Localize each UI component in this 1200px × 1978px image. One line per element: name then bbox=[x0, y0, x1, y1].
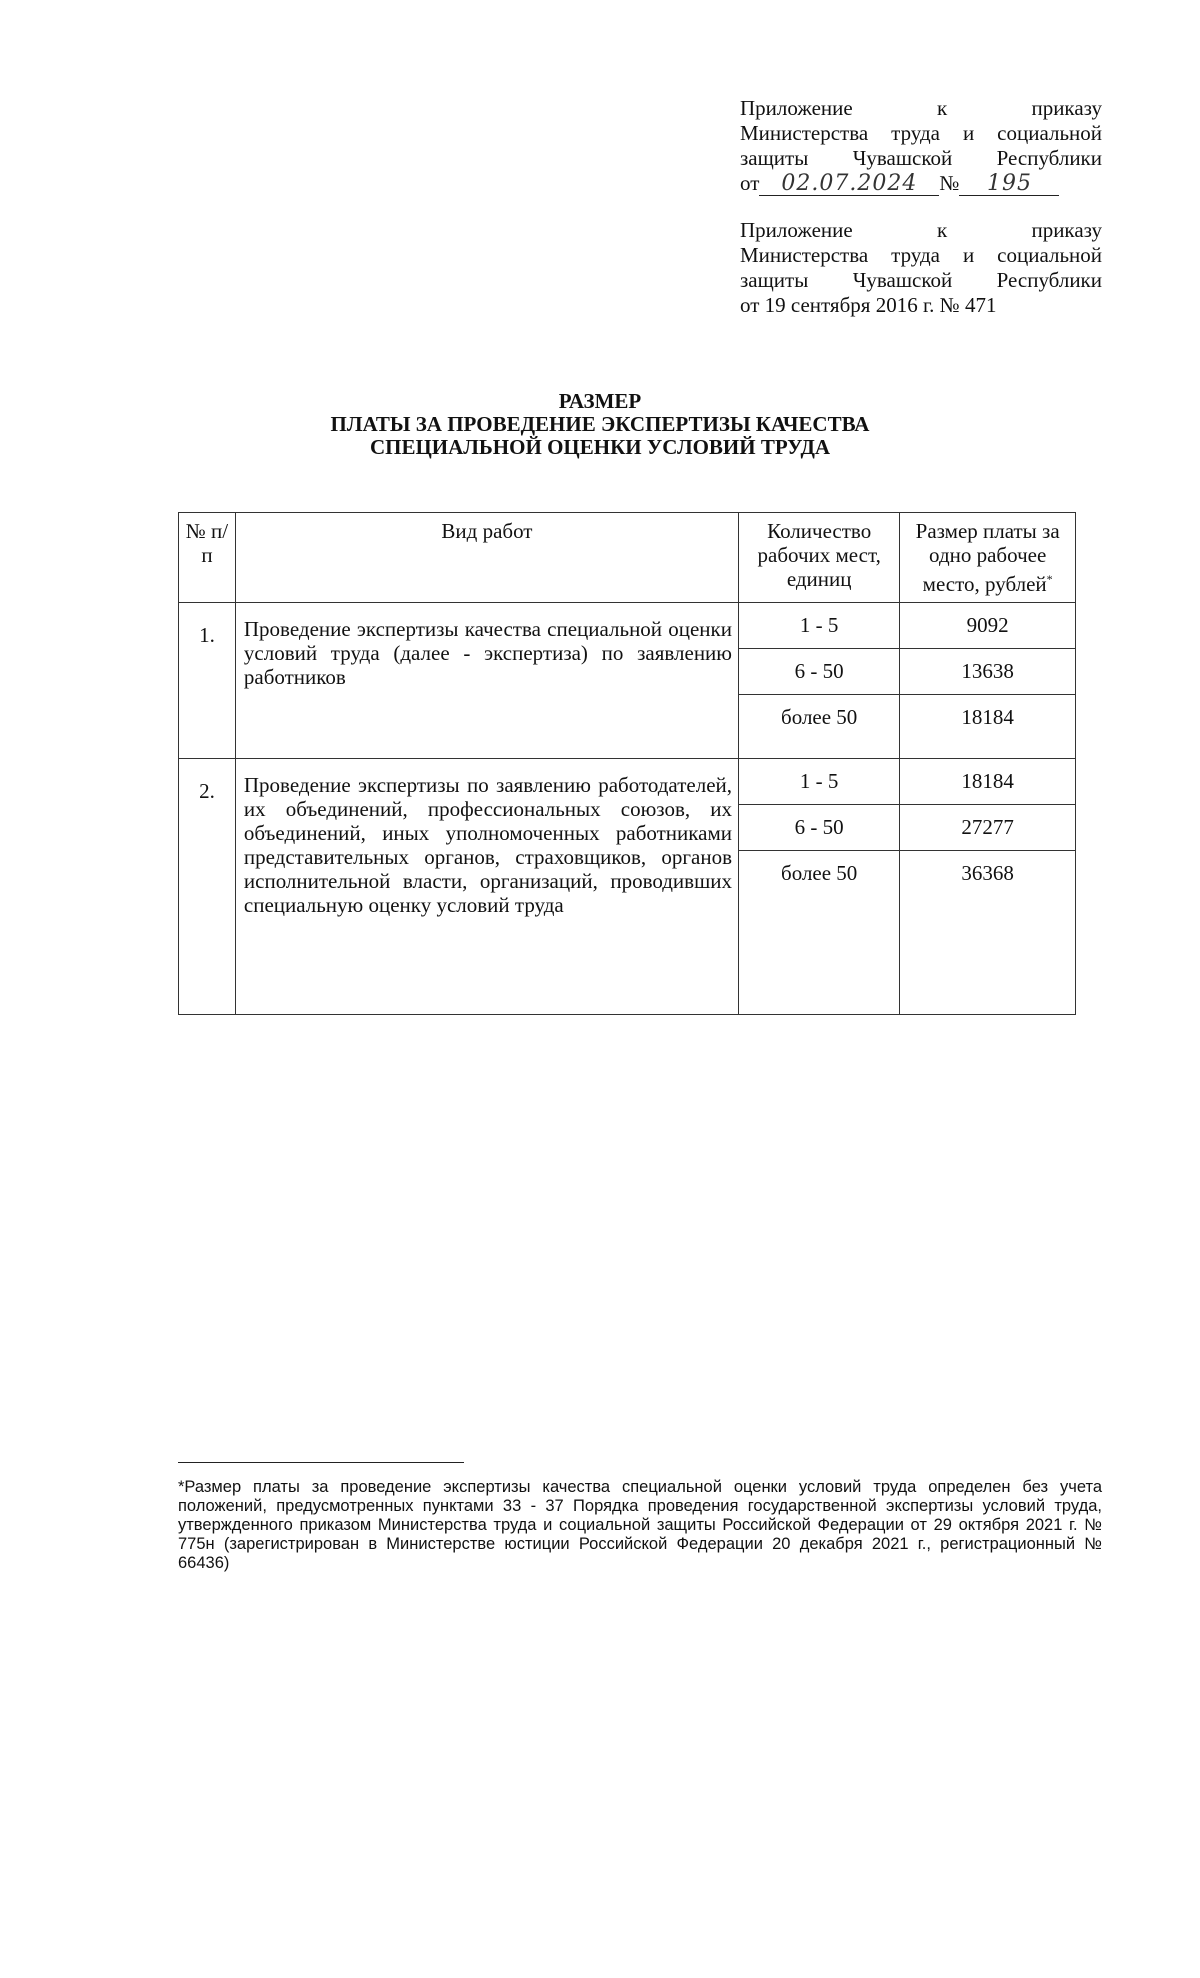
title-line-3: СПЕЦИАЛЬНОЙ ОЦЕНКИ УСЛОВИЙ ТРУДА bbox=[369, 435, 831, 459]
header-kind: Вид работ bbox=[235, 513, 738, 603]
from-label: от bbox=[740, 171, 760, 195]
tier-fee: 9092 bbox=[900, 603, 1076, 649]
row-kind: Проведение экспертизы качества специальной оценки условий труда (далее - экспертиза) по заявлению работников bbox=[235, 603, 738, 759]
appendix-orig-line-1: Приложение к приказу bbox=[740, 218, 1102, 242]
appendix-original-order bbox=[740, 218, 1102, 318]
table-header-row bbox=[179, 513, 1076, 603]
footnote-divider bbox=[178, 1462, 464, 1463]
footnote: *Размер платы за проведение экспертизы качества специальной оценки условий труда определен без учета положений, предусмотренных пунктами 33 - 37 Порядка проведения государственной экспертизы условий труда, утвержденного приказом Министерства труда и социальной защиты Российской Федерации от 29 октября 2021 г. № 775н (зарегистрирован в Министерстве юстиции Российской Федерации 20 декабря 2021 г., регистрационный № 66436) bbox=[178, 1478, 1102, 1572]
title-line-2: ПЛАТЫ ЗА ПРОВЕДЕНИЕ ЭКСПЕРТИЗЫ КАЧЕСТВА bbox=[330, 412, 870, 436]
tier-quantity: более 50 bbox=[739, 695, 900, 759]
header-quantity: Количество рабочих мест, единиц bbox=[739, 513, 900, 603]
row-number: 2. bbox=[179, 759, 236, 1015]
appendix-current-order bbox=[740, 96, 1102, 196]
tier-quantity: 1 - 5 bbox=[739, 759, 900, 805]
tier-quantity: более 50 bbox=[739, 851, 900, 1015]
row-number: 1. bbox=[179, 603, 236, 759]
appendix-orig-line-2: Министерства труда и социальной bbox=[740, 243, 1102, 267]
row-kind: Проведение экспертизы по заявлению работодателей, их объединений, профессиональных союзов, их объединений, иных уполномоченных работниками представительных органов, страховщиков, органов исполнительной власти, организаций, проводивших специальную оценку условий труда bbox=[235, 759, 738, 1015]
document-title bbox=[0, 390, 1200, 459]
title-line-1: РАЗМЕР bbox=[558, 389, 642, 413]
handwritten-date: 02.07.2024 bbox=[759, 173, 939, 196]
appendix-orig-line-3: защиты Чувашской Республики bbox=[740, 268, 1102, 292]
tier-quantity: 6 - 50 bbox=[739, 649, 900, 695]
tier-fee: 18184 bbox=[900, 759, 1076, 805]
appendix-line-3: защиты Чувашской Республики bbox=[740, 146, 1102, 170]
tier-fee: 27277 bbox=[900, 805, 1076, 851]
handwritten-number: 195 bbox=[959, 173, 1059, 196]
fee-table bbox=[178, 512, 1076, 1015]
order-date-number-line bbox=[740, 171, 1102, 196]
header-fee-label: Размер платы за одно рабочее место, рублей bbox=[915, 519, 1060, 596]
header-number: № п/п bbox=[179, 513, 236, 603]
table-row bbox=[179, 603, 1076, 649]
header-fee bbox=[900, 513, 1076, 603]
tier-fee: 36368 bbox=[900, 851, 1076, 1015]
tier-quantity: 6 - 50 bbox=[739, 805, 900, 851]
header-fee-mark: * bbox=[1046, 572, 1053, 586]
table-row bbox=[179, 759, 1076, 805]
tier-fee: 13638 bbox=[900, 649, 1076, 695]
number-label: № bbox=[939, 171, 960, 195]
appendix-orig-line-4: от 19 сентября 2016 г. № 471 bbox=[740, 293, 997, 317]
appendix-line-2: Министерства труда и социальной bbox=[740, 121, 1102, 145]
tier-fee: 18184 bbox=[900, 695, 1076, 759]
tier-quantity: 1 - 5 bbox=[739, 603, 900, 649]
appendix-line-1: Приложение к приказу bbox=[740, 96, 1102, 120]
